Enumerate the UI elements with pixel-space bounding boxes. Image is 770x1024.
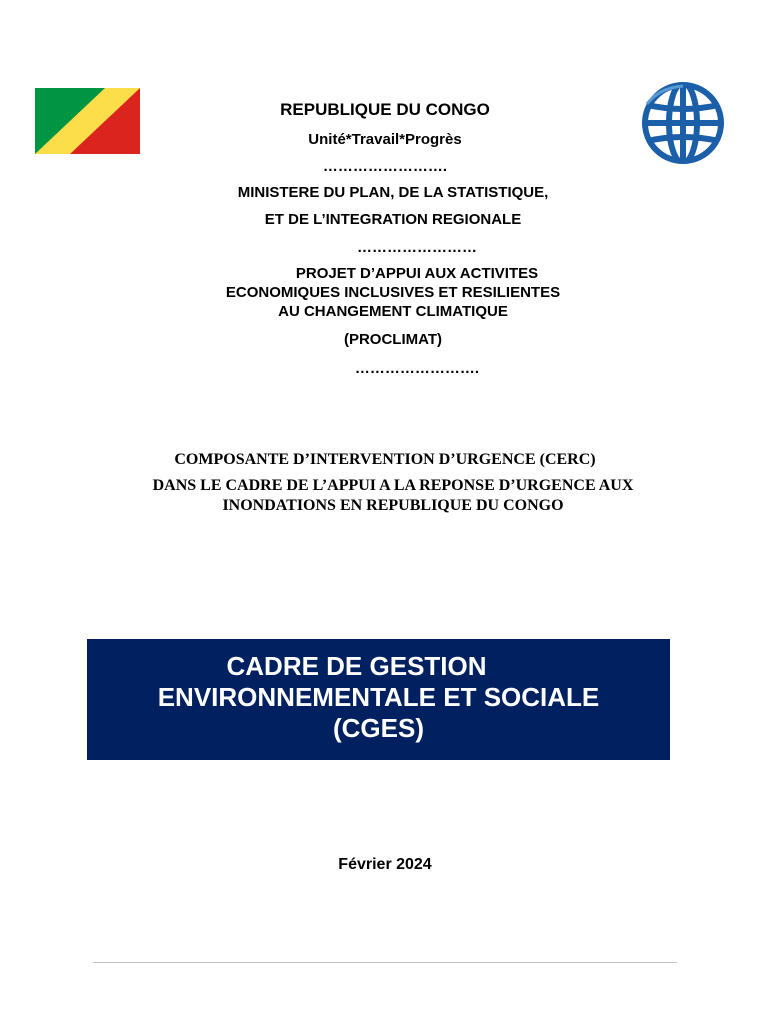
- project-line-3: AU CHANGEMENT CLIMATIQUE: [278, 303, 508, 320]
- separator-dots: …………………….: [354, 360, 480, 377]
- project-line-2: ECONOMIQUES INCLUSIVES ET RESILIENTES: [225, 284, 561, 301]
- document-title-box: [87, 639, 670, 760]
- national-motto: Unité*Travail*Progrès: [308, 131, 462, 148]
- title-line-1: CADRE DE GESTION: [226, 651, 487, 681]
- ministry-line-1: MINISTERE DU PLAN, DE LA STATISTIQUE,: [237, 184, 549, 201]
- separator-dots: …………………….: [322, 158, 448, 175]
- component-line-2: DANS LE CADRE DE L’APPUI A LA REPONSE D’URGENCE AUX: [152, 477, 634, 494]
- component-line-3: INONDATIONS EN REPUBLIQUE DU CONGO: [222, 497, 564, 514]
- project-acronym: (PROCLIMAT): [343, 331, 443, 348]
- footer-divider: [93, 962, 677, 963]
- publication-date: Février 2024: [338, 856, 432, 873]
- ministry-line-2: ET DE L’INTEGRATION REGIONALE: [264, 211, 522, 228]
- component-line-1: COMPOSANTE D’INTERVENTION D’URGENCE (CERC): [174, 451, 596, 468]
- title-line-3: (CGES): [333, 713, 424, 743]
- project-line-1: PROJET D’APPUI AUX ACTIVITES: [295, 265, 539, 282]
- separator-dots: ……………………: [357, 239, 477, 256]
- title-line-2: ENVIRONNEMENTALE ET SOCIALE: [157, 682, 600, 712]
- country-name: REPUBLIQUE DU CONGO: [280, 100, 490, 119]
- world-bank-globe-icon: [639, 82, 727, 164]
